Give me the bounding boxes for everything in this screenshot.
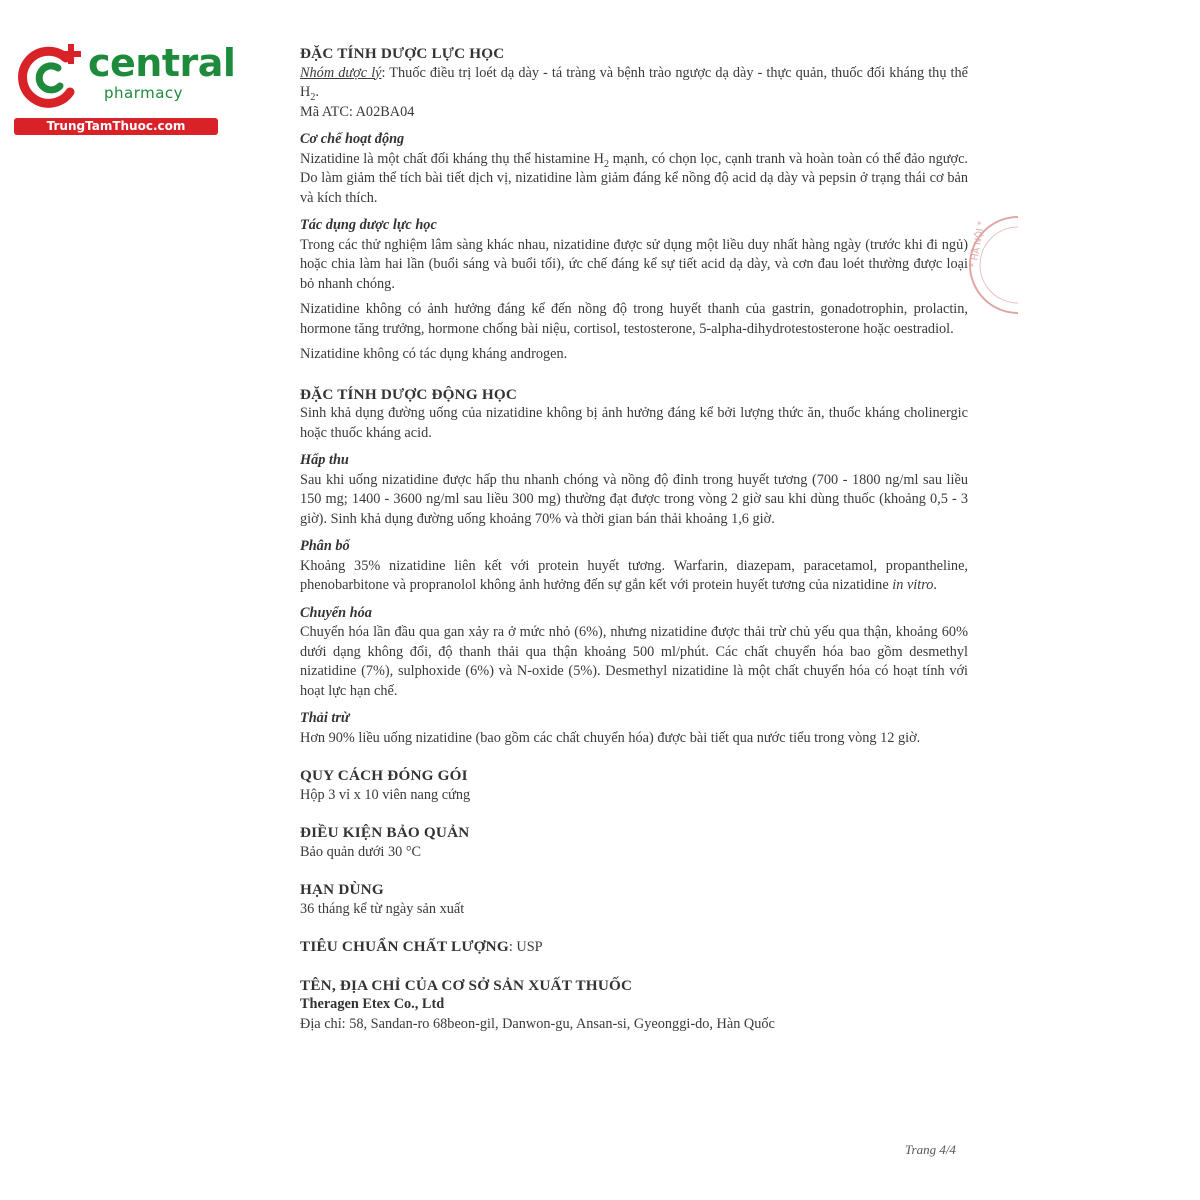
storage-title: ĐIỀU KIỆN BẢO QUẢN (300, 824, 470, 841)
mechanism-text (300, 150, 968, 209)
mechanism-subscript: 2 (603, 158, 609, 170)
metabolism-text: Chuyển hóa lần đầu qua gan xảy ra ở mức nhỏ (6%), nhưng nizatidine được thải trừ chủ yếu qua thận, khoảng 60% dưới dạng không đổi, độ thanh thải qua thận khoảng 500 ml/phút. Các chất chuyển hóa bao gồm desmethyl nizatidine (7%), sulphoxide (6%) và N-oxide (5%). Desmethyl nizatidine là một chất chuyển hóa có hoạt tính với hoạt lực hạn chế. (300, 624, 968, 699)
distribution-title: Phân bố (300, 538, 350, 554)
storage-text: Bảo quản dưới 30 °C (300, 843, 422, 860)
pharmacy-cross-logo-icon (14, 40, 86, 112)
elimination-text: Hơn 90% liều uống nizatidine (bao gồm các chất chuyển hóa) được bài tiết qua nước tiểu trong vòng 12 giờ. (300, 729, 921, 746)
mechanism-text-end: mạnh, có chọn lọc, cạnh tranh và hoàn toàn có thể đảo ngược. Do làm giảm thể tích bài tiết dịch vị, nizatidine làm giảm đáng kể nồng độ acid dạ dày và pepsin ở trạng thái cơ bản và kích thích. (300, 150, 968, 206)
manufacturer-name: Theragen Etex Co., Ltd (300, 996, 445, 1012)
logo-website-banner: TrungTamThuoc.com (14, 118, 218, 135)
quality-value: : USP (508, 939, 543, 955)
distribution-text (300, 557, 968, 596)
expiry-title: HẠN DÙNG (300, 881, 384, 898)
logo-brand-name: central (88, 41, 236, 85)
effect-paragraph-3: Nizatidine không có tác dụng kháng androgen. (300, 346, 568, 362)
group-label: Nhóm dược lý (300, 64, 382, 81)
quality-title: TIÊU CHUẨN CHẤT LƯỢNG (300, 938, 509, 955)
packaging-title: QUY CÁCH ĐÓNG GÓI (300, 767, 468, 784)
pk-intro: Sinh khả dụng đường uống của nizatidine không bị ảnh hưởng đáng kể bởi lượng thức ăn, thuốc kháng cholinergic hoặc thuốc kháng acid. (300, 405, 968, 441)
distribution-text-end: . (933, 577, 937, 593)
group-end: . (315, 84, 319, 100)
page-number: Trang 4/4 (905, 1142, 956, 1157)
packaging-text: Hộp 3 vỉ x 10 viên nang cứng (300, 786, 471, 803)
manufacturer-address: Địa chỉ: 58, Sandan-ro 68beon-gil, Danwon-gu, Ansan-si, Gyeonggi-do, Hàn Quốc (300, 1015, 775, 1032)
mechanism-text-start: Nizatidine là một chất đối kháng thụ thể histamine H (300, 150, 604, 167)
group-text: : Thuốc điều trị loét dạ dày - tá tràng và bệnh trào ngược dạ dày - thực quản, thuốc đối kháng thụ thể H (300, 64, 968, 100)
section-title-pharmacokinetics: ĐẶC TÍNH DƯỢC ĐỘNG HỌC (300, 385, 518, 403)
central-pharmacy-logo (8, 36, 236, 136)
distribution-in-vitro: in vitro (892, 577, 934, 593)
metabolism-title: Chuyển hóa (300, 604, 372, 621)
elimination-title: Thải trừ (300, 710, 350, 726)
effect-title: Tác dụng dược lực học (300, 217, 437, 233)
effect-paragraph-1: Trong các thử nghiệm lâm sàng khác nhau, nizatidine được sử dụng một liều duy nhất hàng ngày (trước khi đi ngủ) hoặc chia làm hai lần (buổi sáng và buổi tối), ức chế đáng kể sự tiết acid dạ dày, và cơn đau loét thường được loại bỏ nhanh chóng. (300, 236, 968, 292)
effect-paragraph-2: Nizatidine không có ảnh hưởng đáng kể đến nồng độ trong huyết thanh của gastrin, gonadotrophin, prolactin, hormone tăng trưởng, hormone chống bài niệu, cortisol, testosterone, 5-alpha-dihydrotestosterone hoặc oestradiol. (300, 301, 968, 337)
group-subscript: 2 (310, 91, 316, 103)
svg-text:* HÀ NỘI *: * HÀ NỘI * (969, 220, 988, 269)
document-page (300, 44, 968, 1034)
distribution-text-main: Khoảng 35% nizatidine liên kết với protein huyết tương. Warfarin, diazepam, paracetamol, propantheline, phenobarbitone và propranolol không ảnh hưởng đến sự gắn kết với protein huyết tương của nizatidine (300, 557, 968, 593)
manufacturer-title: TÊN, ĐỊA CHỈ CỦA CƠ SỞ SẢN XUẤT THUỐC (300, 976, 633, 994)
mechanism-title: Cơ chế hoạt động (300, 131, 405, 147)
quality-standard (300, 937, 968, 958)
absorption-title: Hấp thu (300, 452, 349, 468)
section-title-pharmacodynamics: ĐẶC TÍNH DƯỢC LỰC HỌC (300, 45, 505, 62)
atc-code: Mã ATC: A02BA04 (300, 103, 415, 120)
absorption-text: Sau khi uống nizatidine được hấp thu nhanh chóng và nồng độ đỉnh trong huyết tương (700 - 1800 ng/ml sau liều 150 mg; 1400 - 3600 ng/ml sau liều 300 mg) thường đạt được trong vòng 2 giờ sau khi dùng thuốc (khoảng 0,5 - 3 giờ). Sinh khả dụng đường uống khoảng 70% và thời gian bán thải khoảng 1,6 giờ. (300, 471, 968, 527)
expiry-text: 36 tháng kể từ ngày sản xuất (300, 900, 465, 917)
logo-tagline: pharmacy (104, 84, 184, 102)
pharmacologic-group (300, 64, 968, 103)
